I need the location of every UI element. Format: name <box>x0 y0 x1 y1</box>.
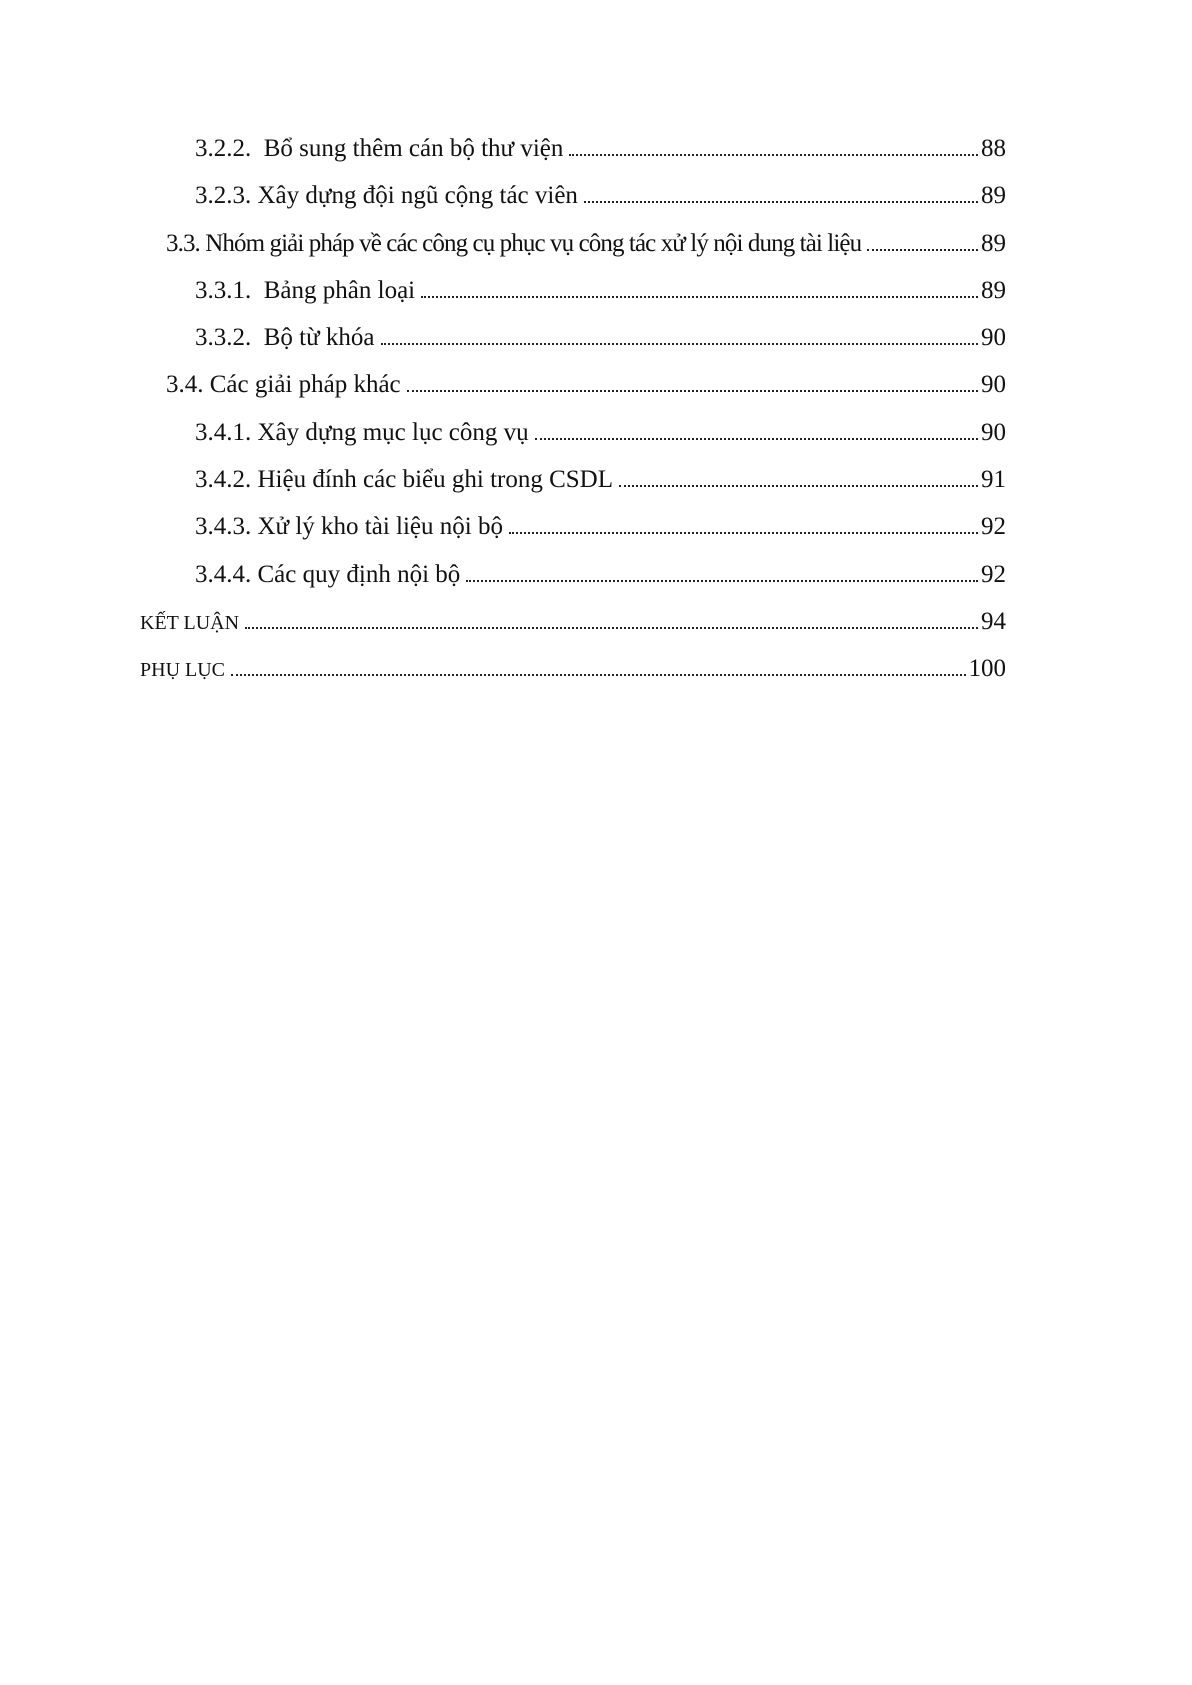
dot-leader <box>584 183 978 203</box>
toc-entry-page: 92 <box>981 560 1006 588</box>
toc-entry-page: 91 <box>981 466 1006 494</box>
toc-entry-page: 89 <box>981 182 1006 210</box>
dot-leader <box>569 136 978 156</box>
dot-leader <box>466 562 978 582</box>
toc-entry-number: 3.4.4. <box>195 560 252 588</box>
toc-entry-page: 88 <box>981 135 1006 162</box>
toc-entry-title: Các quy định nội bộ <box>257 560 461 588</box>
dot-leader <box>231 656 965 676</box>
toc-entry-3-2-3[interactable] <box>0 180 1192 227</box>
dot-leader <box>619 467 978 487</box>
dot-leader <box>535 420 978 440</box>
toc-entry-phu-luc[interactable] <box>0 653 1192 700</box>
dot-leader <box>381 325 978 345</box>
toc-entry-title: Xử lý kho tài liệu nội bộ <box>257 513 503 541</box>
toc-entry-title: Bổ sung thêm cán bộ thư viện <box>263 135 564 162</box>
toc-entry-number: 3.2.3. <box>195 182 252 210</box>
dot-leader <box>867 231 978 251</box>
toc-entry-3-4-2[interactable] <box>0 464 1192 511</box>
toc-entry-number: 3.2.2. <box>195 135 252 162</box>
toc-entry-number: 3.4.2. <box>195 466 252 494</box>
dot-leader <box>421 278 978 298</box>
table-of-contents <box>0 133 1192 701</box>
toc-entry-title: Bảng phân loại <box>263 276 416 304</box>
toc-entry-title: Nhóm giải pháp về các công cụ phục vụ công tác xử lý nội dung tài liệu <box>205 229 862 257</box>
toc-entry-title: Bộ từ khóa <box>263 324 375 352</box>
toc-entry-3-4-3[interactable] <box>0 511 1192 558</box>
dot-leader <box>245 609 978 629</box>
toc-entry-page: 89 <box>981 229 1006 257</box>
toc-entry-page: 90 <box>981 371 1006 399</box>
toc-entry-3-2-2[interactable] <box>0 133 1192 180</box>
toc-entry-ket-luan[interactable] <box>0 606 1192 653</box>
toc-entry-title: PHỤ LỤC <box>140 659 226 682</box>
dot-leader <box>509 514 978 534</box>
toc-entry-number: 3.3.2. <box>195 324 252 352</box>
toc-entry-3-3[interactable] <box>0 228 1192 275</box>
toc-entry-3-4-1[interactable] <box>0 417 1192 464</box>
toc-entry-title: Xây dựng đội ngũ cộng tác viên <box>257 182 578 210</box>
toc-entry-3-3-1[interactable] <box>0 275 1192 322</box>
dot-leader <box>407 372 978 392</box>
toc-entry-page: 89 <box>981 276 1006 304</box>
toc-entry-page: 94 <box>981 607 1006 635</box>
toc-entry-3-4-4[interactable] <box>0 559 1192 606</box>
toc-entry-page: 90 <box>981 324 1006 352</box>
toc-entry-number: 3.4. <box>166 371 204 399</box>
toc-entry-3-3-2[interactable] <box>0 322 1192 369</box>
toc-entry-page: 100 <box>968 655 1006 683</box>
toc-entry-title: Xây dựng mục lục công vụ <box>257 418 529 446</box>
toc-entry-title: KẾT LUẬN <box>140 611 240 634</box>
toc-entry-number: 3.3. <box>166 229 200 257</box>
toc-entry-page: 90 <box>981 418 1006 446</box>
toc-entry-title: Hiệu đính các biểu ghi trong CSDL <box>257 466 613 494</box>
toc-entry-number: 3.4.1. <box>195 418 252 446</box>
toc-entry-number: 3.3.1. <box>195 276 252 304</box>
toc-entry-3-4[interactable] <box>0 369 1192 416</box>
toc-entry-title: Các giải pháp khác <box>209 371 401 399</box>
toc-entry-number: 3.4.3. <box>195 513 252 541</box>
toc-entry-page: 92 <box>981 513 1006 541</box>
